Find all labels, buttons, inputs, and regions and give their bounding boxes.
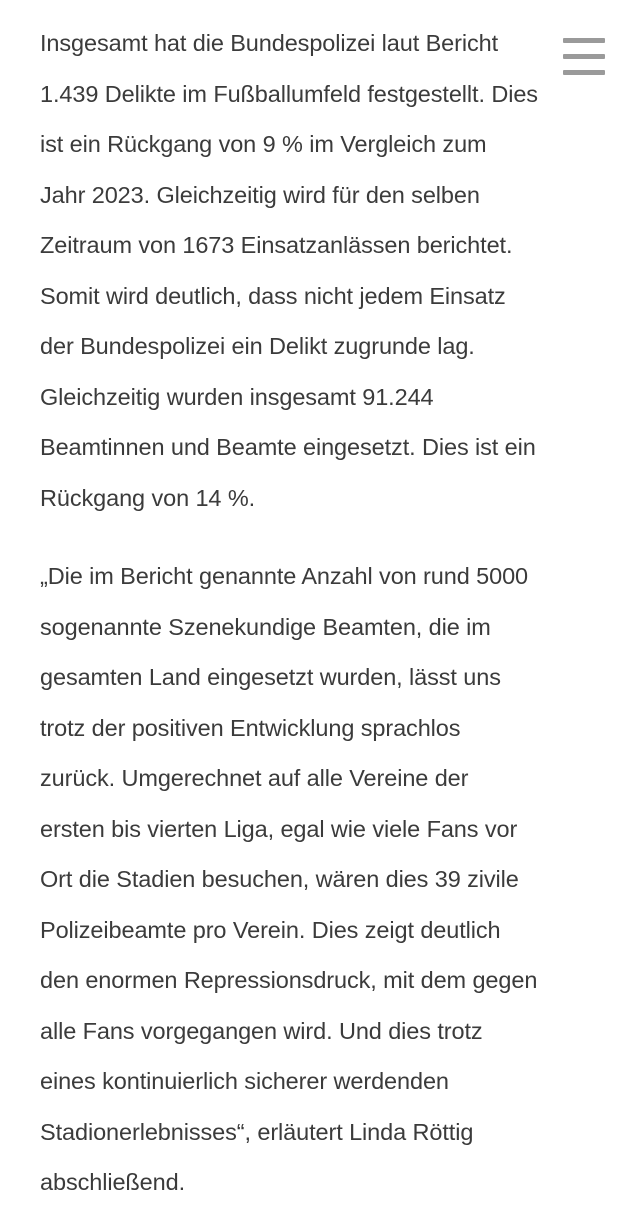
text-line: Gleichzeitig wurden insgesamt 91.244 <box>40 383 434 410</box>
text-line: 1.439 Delikte im Fußballumfeld festgestellt. Dies <box>40 80 538 107</box>
paragraph-quote <box>40 551 600 1208</box>
text-line: ist ein Rückgang von 9 % im Vergleich zum <box>40 131 487 157</box>
text-line: trotz der positiven Entwicklung sprachlos <box>40 714 461 741</box>
menu-bar <box>563 38 605 43</box>
text-line: Insgesamt hat die Bundespolizei laut Bericht <box>40 30 499 56</box>
text-line: Jahr 2023. Gleichzeitig wird für den selben <box>40 181 480 208</box>
text-line: gesamten Land eingesetzt wurden, lässt uns <box>40 664 501 690</box>
text-line: „Die im Bericht genannte Anzahl von rund 5000 <box>40 563 529 589</box>
text-line: den enormen Repressionsdruck, mit dem gegen <box>40 967 538 993</box>
text-line: Beamtinnen und Beamte eingesetzt. Dies ist ein <box>40 434 536 460</box>
text-line: sogenannte Szenekundige Beamten, die im <box>40 613 491 640</box>
menu-bar <box>563 54 605 59</box>
hamburger-menu-icon[interactable] <box>563 36 605 78</box>
text-line: eines kontinuierlich sicherer werdenden <box>40 1068 449 1094</box>
text-line: Stadionerlebnisses“, erläutert Linda Röttig <box>40 1118 474 1145</box>
menu-bar <box>563 70 605 75</box>
text-line: alle Fans vorgegangen wird. Und dies trotz <box>40 1017 483 1044</box>
text-line: der Bundespolizei ein Delikt zugrunde lag. <box>40 333 475 359</box>
text-line: Ort die Stadien besuchen, wären dies 39 zivile <box>40 866 519 892</box>
article-body <box>40 18 600 1208</box>
paragraph-statistics <box>40 18 600 523</box>
text-line: Somit wird deutlich, dass nicht jedem Einsatz <box>40 282 506 309</box>
text-line: Zeitraum von 1673 Einsatzanlässen berichtet. <box>40 232 513 258</box>
text-line: Polizeibeamte pro Verein. Dies zeigt deutlich <box>40 916 501 943</box>
text-line: zurück. Umgerechnet auf alle Vereine der <box>40 765 469 791</box>
text-line: abschließend. <box>40 1169 186 1195</box>
text-line: Rückgang von 14 %. <box>40 484 256 511</box>
text-line: ersten bis vierten Liga, egal wie viele Fans vor <box>40 815 518 842</box>
